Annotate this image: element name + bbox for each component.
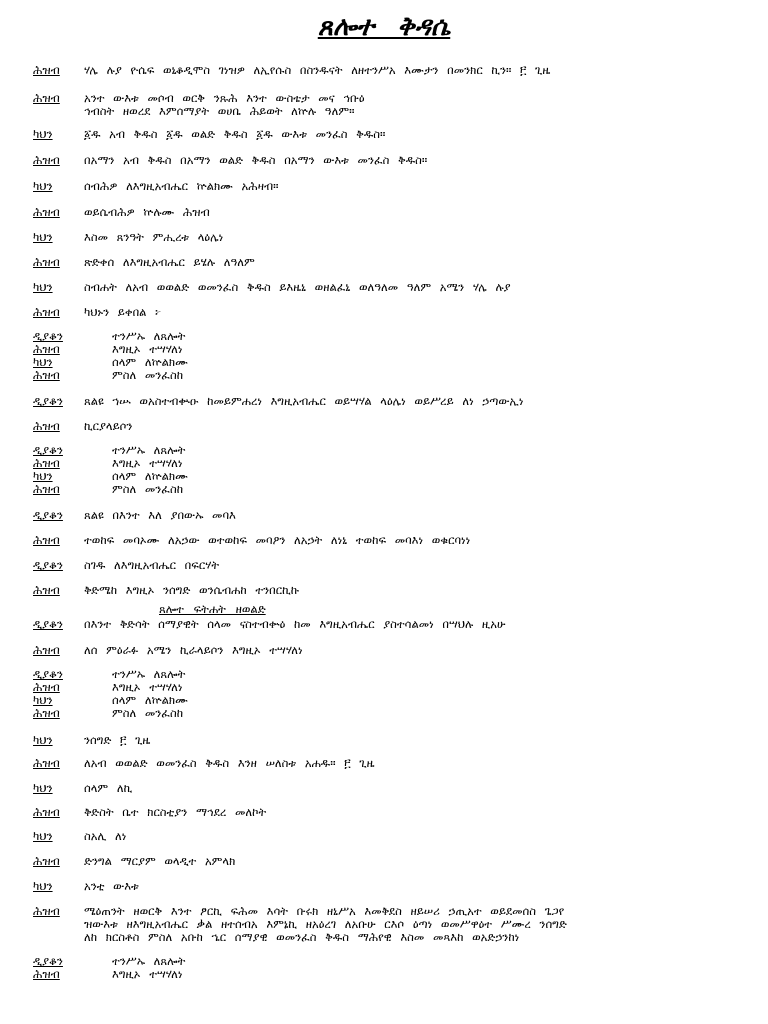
liturgy-entry — [0, 420, 768, 433]
line-text: ጸልዩ በእንተ እለ ያበውኡ መባእ — [84, 509, 236, 522]
line-text: ስብሐት ለአብ ወወልድ ወመንፈስ ቅዱስ ይእዜኒ ወዘልፈኒ ወለዓለመ ዓለም አሜን ሃሌ ሉያ — [84, 281, 511, 294]
liturgy-entry — [0, 534, 768, 547]
speaker-label: ካህን — [33, 829, 53, 843]
line-text: ምስለ መንፈስከ — [112, 483, 184, 496]
line-text: ወይሴብሕዎ ኵሉሙ ሕዝብ — [84, 206, 210, 219]
speaker-label: ሕዝብ — [33, 91, 60, 105]
line-text: ጽድቀሰ ለእግዚአብሔር ይሄሉ ለዓለም — [84, 256, 255, 269]
line-text: እስመ ጸንዓት ምሒረቱ ላዕሌነ — [84, 231, 224, 244]
line-text: ለከ ክርስቶስ ምስለ አቡከ ኄር ሰማያዊ ወመንፈስ ቅዱስ ማሕየዊ እስመ መጻእከ ወአድኃንከነ — [84, 931, 520, 944]
speaker-label: ሕዝብ — [33, 305, 60, 319]
liturgy-entry — [0, 206, 768, 219]
speaker-label: ሕዝብ — [33, 342, 60, 356]
speaker-label: ሕዝብ — [33, 706, 60, 720]
line-text: ተወከፍ መባኦሙ ለአኃው ወተወከፍ መባዖን ለአኃት ለነኒ ተወከፍ መባእነ ወቁርባነነ — [84, 534, 471, 547]
line-text: እግዚኦ ተሣሃለነ — [112, 457, 183, 470]
line-text: ተንሥኡ ለጸሎት — [112, 668, 186, 681]
speaker-label: ካህን — [33, 280, 53, 294]
speaker-label: ዲያቆን — [33, 954, 63, 968]
liturgy-entry — [0, 618, 768, 631]
line-text: በእንተ ቅድሳት ሰማያዊት ሰላመ ናስተብቍዕ ከመ እግዚአብሔር ያስተሳልመነ በሣህሉ ዚአሁ — [84, 618, 506, 631]
liturgy-entry — [0, 356, 768, 369]
line-text: አንተ ውእቱ መሶብ ወርቅ ንጹሕ እንተ ውስቴታ መና ኅቡዕ — [84, 92, 365, 105]
line-text: እግዚኦ ተሣሃለነ — [112, 968, 183, 981]
liturgy-entry — [0, 369, 768, 382]
line-text: ቅድስት ቤተ ክርስቲያን ማኅደረ መለኮት — [84, 806, 267, 819]
liturgy-entry — [0, 330, 768, 343]
line-text: ሰላም ለኵልክሙ — [112, 694, 188, 707]
speaker-label: ሕዝብ — [33, 854, 60, 868]
line-text: ፩ዱ አብ ቅዱስ ፩ዱ ወልድ ቅዱስ ፩ዱ ውእቱ መንፈስ ቅዱስ። — [84, 128, 386, 141]
speaker-label: ካህን — [33, 127, 53, 141]
liturgy-entry — [0, 644, 768, 657]
liturgy-entry — [0, 444, 768, 457]
speaker-label: ሕዝብ — [33, 63, 60, 77]
speaker-label: ካህን — [33, 179, 53, 193]
liturgy-entry — [0, 757, 768, 770]
line-text: በአማን አብ ቅዱስ በአማን ወልድ ቅዱስ በአማን ውእቱ መንፈስ ቅዱስ። — [84, 154, 428, 167]
line-text: ምስለ መንፈስከ — [112, 707, 184, 720]
speaker-label: ዲያቆን — [33, 558, 63, 572]
speaker-label: ካህን — [33, 693, 53, 707]
speaker-label: ዲያቆን — [33, 329, 63, 343]
liturgy-entry — [0, 707, 768, 720]
line-text: ድንግል ማርያም ወላዲተ አምላክ — [84, 855, 236, 868]
line-text: ተንሥኡ ለጸሎት — [112, 330, 186, 343]
liturgy-entry — [0, 306, 768, 319]
speaker-label: ሕዝብ — [33, 533, 60, 547]
speaker-label: ካህን — [33, 469, 53, 483]
speaker-label: ዲያቆን — [33, 667, 63, 681]
liturgy-entry — [0, 395, 768, 408]
line-text: ኪርያላይሶን — [84, 420, 133, 433]
speaker-label: ዲያቆን — [33, 443, 63, 457]
liturgy-entry — [0, 483, 768, 496]
liturgy-entry — [0, 734, 768, 747]
line-text: ለሰ ምዕራፉ አሜን ኪራላይሶን እግዚኦ ተሣሃለነ — [84, 644, 303, 657]
liturgy-entry — [0, 968, 768, 981]
liturgy-entry — [0, 256, 768, 269]
speaker-label: ካህን — [33, 733, 53, 747]
speaker-label: ካህን — [33, 781, 53, 795]
liturgy-entry — [0, 343, 768, 356]
liturgy-entry — [0, 154, 768, 167]
line-text: ሃሌ ሉያ ዮሴፍ ወኒቆዲሞስ ገነዝዎ ለኢየሱስ በስንዱናት ለዘተንሥአ እሙታን በመንክር ኪን። ፫ ጊዜ — [84, 64, 551, 77]
line-text: ተንሥኡ ለጸሎት — [112, 444, 186, 457]
liturgy-entry — [0, 668, 768, 681]
line-text: ኅብስት ዘወረደ እምሰማያት ወሀቤ ሕይወት ለኵሉ ዓለም። — [84, 105, 355, 118]
speaker-label: ዲያቆን — [33, 394, 63, 408]
speaker-label: ሕዝብ — [33, 419, 60, 433]
liturgy-entry — [0, 457, 768, 470]
speaker-label: ካህን — [33, 355, 53, 369]
speaker-label: ሕዝብ — [33, 482, 60, 496]
liturgy-entry — [0, 782, 768, 795]
speaker-label: ሕዝብ — [33, 153, 60, 167]
speaker-label: ሕዝብ — [33, 456, 60, 470]
liturgy-entry — [0, 830, 768, 843]
liturgy-entry — [0, 92, 768, 118]
liturgy-entry — [0, 681, 768, 694]
liturgy-entry — [0, 694, 768, 707]
line-text: አንቲ ውእቱ — [84, 880, 139, 893]
liturgy-entry — [0, 559, 768, 572]
speaker-label: ሕዝብ — [33, 255, 60, 269]
liturgy-entry — [0, 64, 768, 77]
speaker-label: ካህን — [33, 230, 53, 244]
line-text: እግዚኦ ተሣሃለነ — [112, 343, 183, 356]
speaker-label: ሕዝብ — [33, 368, 60, 382]
section-subheading: ጸሎተ ፍትሐት ዘወልድ — [159, 602, 266, 616]
speaker-label: ሕዝብ — [33, 756, 60, 770]
line-text: ሰላም ለኪ — [84, 782, 133, 795]
liturgy-entry — [0, 281, 768, 294]
line-text: ዝውእቱ ዘእግዚአብሔር ቃል ዘተሰብአ እምኔኪ ዘአዕረገ ለአቡሁ ርእሶ ዕጣነ ወመሥዋዕተ ሥሙረ ንሰግድ — [84, 918, 567, 931]
line-text: ሰብሕዎ ለእግዚአብሔር ኵልክሙ አሕዛብ። — [84, 180, 279, 193]
line-text: ስአሊ ለነ — [84, 830, 127, 843]
line-text: ንሰግድ ፫ ጊዜ — [84, 734, 151, 747]
speaker-label: ዲያቆን — [33, 617, 63, 631]
speaker-label: ካህን — [33, 879, 53, 893]
line-text: ጸልዩ ኀሡ ወአስተብቊዑ ከመይምሐረነ እግዚአብሔር ወይሣሃል ላዕሌነ ወይሥረይ ለነ ኃጣውኢነ — [84, 395, 524, 408]
liturgy-entry — [0, 806, 768, 819]
document-title: ጸሎተ ቅዳሴ — [317, 12, 451, 42]
liturgy-entry — [0, 180, 768, 193]
line-text: እግዚኦ ተሣሃለነ — [112, 681, 183, 694]
speaker-label: ዲያቆን — [33, 508, 63, 522]
speaker-label: ሕዝብ — [33, 583, 60, 597]
speaker-label: ሕዝብ — [33, 904, 60, 918]
line-text: ቅድሜከ እግዚኦ ንሰግድ ወንሴብሐከ ተንበርኪኩ — [84, 584, 299, 597]
liturgy-entry — [0, 231, 768, 244]
line-text: ካህኑን ይቀበል ፦ — [84, 306, 162, 319]
liturgy-entry — [0, 584, 768, 597]
speaker-label: ሕዝብ — [33, 805, 60, 819]
liturgy-entry — [0, 509, 768, 522]
line-text: ተንሥኡ ለጸሎት — [112, 955, 186, 968]
line-text: ሜዕጠንት ዘወርቅ እንተ ፆርኪ ፍሕመ እሳት ቡሩክ ዘኒሥአ እመቅደስ ዘይሠሪ ኃጢአተ ወይደመሰስ ጌጋየ — [84, 905, 565, 918]
liturgy-entry — [0, 905, 768, 944]
line-text: ሰላም ለኵልክሙ — [112, 470, 188, 483]
liturgy-entry — [0, 880, 768, 893]
line-text: ለአብ ወወልድ ወመንፈስ ቅዱስ እንዘ ሠለስቱ አሐዱ። ፫ ጊዜ — [84, 757, 375, 770]
speaker-label: ሕዝብ — [33, 205, 60, 219]
liturgy-entry — [0, 855, 768, 868]
line-text: ስገዱ ለእግዚአብሔር በፍርሃት — [84, 559, 220, 572]
liturgy-entry — [0, 955, 768, 968]
liturgy-entry — [0, 470, 768, 483]
speaker-label: ሕዝብ — [33, 967, 60, 981]
line-text: ምስለ መንፈስከ — [112, 369, 184, 382]
liturgy-entry — [0, 128, 768, 141]
speaker-label: ሕዝብ — [33, 680, 60, 694]
speaker-label: ሕዝብ — [33, 643, 60, 657]
line-text: ሰላም ለኵልክሙ — [112, 356, 188, 369]
